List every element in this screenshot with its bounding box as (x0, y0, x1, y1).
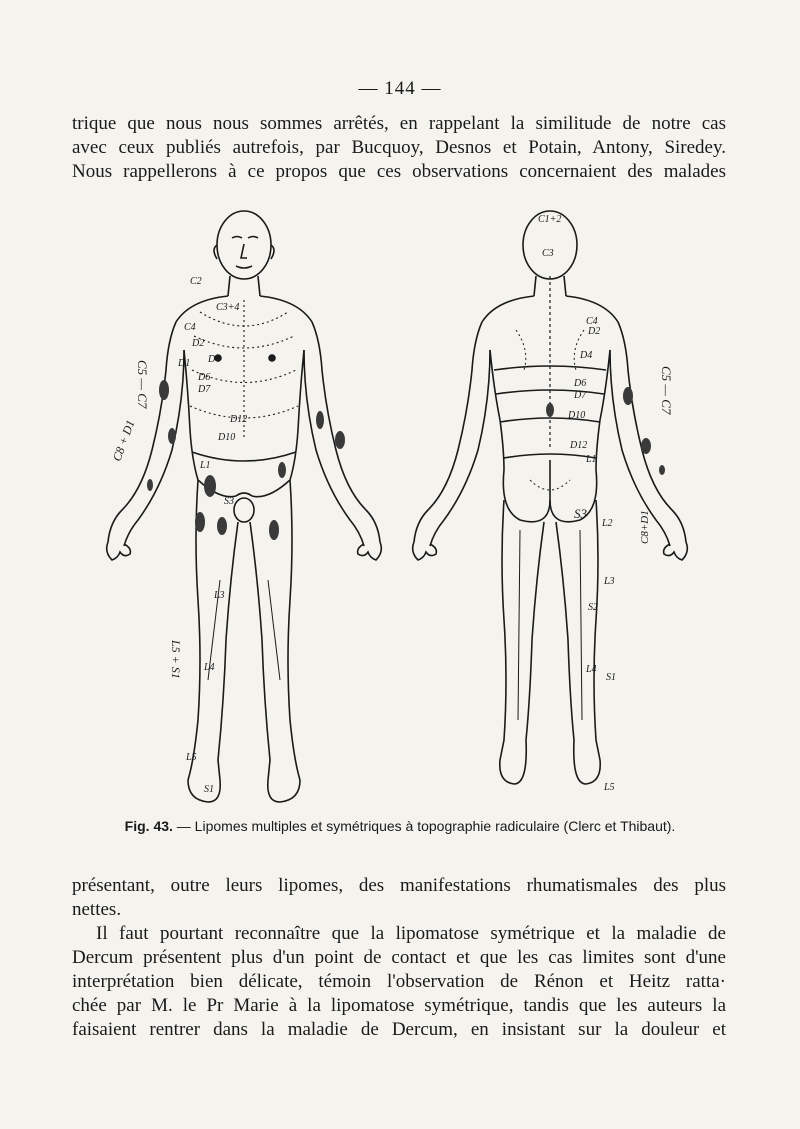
front-label-l5: L5 (186, 752, 197, 763)
back-label-c8d1: C8+D1 (639, 510, 651, 544)
back-label-s3: S3 (574, 506, 587, 521)
figure-caption (0, 818, 800, 834)
front-label-d10: D10 (218, 432, 236, 443)
text-line: faisaient rentrer dans la maladie de Dercum, en insistant sur la douleur et (72, 1019, 726, 1040)
figure-anatomy (80, 200, 720, 810)
back-label-c4: C4 (586, 316, 598, 327)
front-label-c34: C3+4 (216, 302, 240, 313)
front-label-d1: D1 (178, 358, 191, 369)
front-label-d7: D7 (198, 384, 211, 395)
back-label-c12: C1+2 (538, 214, 562, 225)
back-label-s1: S1 (606, 672, 616, 683)
text-line: trique que nous nous sommes arrêtés, en rappelant la similitude de notre cas (72, 113, 726, 134)
back-label-l3: L3 (604, 576, 615, 587)
front-label-c8d1: C8 + D1 (109, 418, 138, 464)
figure-caption-text: — Lipomes multiples et symétriques à topographie radiculaire (Clerc et Thibaut). (176, 818, 676, 834)
front-label-d2: D2 (192, 338, 205, 349)
text-line: interprétation bien délicate, témoin l'observation de Rénon et Heitz ratta· (72, 971, 726, 992)
back-label-d2: D2 (588, 326, 601, 337)
back-label-d12: D12 (570, 440, 588, 451)
front-label-l5s1: L5 + S1 (169, 640, 183, 679)
text-line: nettes. (72, 899, 122, 920)
front-label-d12: D12 (230, 414, 248, 425)
front-label-c4: C4 (184, 322, 196, 333)
bottom-paragraph-2 (72, 922, 726, 1042)
back-label-d7: D7 (574, 390, 587, 401)
anatomy-illustration (80, 200, 720, 810)
back-label-l1: L1 (586, 454, 597, 465)
front-label-l4: L4 (204, 662, 215, 673)
text-line: Il faut pourtant reconnaître que la lipomatose symétrique et la maladie de (96, 923, 726, 944)
front-label-c2: C2 (190, 276, 202, 287)
front-label-s3: S3 (224, 496, 234, 507)
text-line: Nous rappellerons à ce propos que ces observations concernaient des malades (72, 161, 726, 182)
front-label-s1: S1 (204, 784, 214, 795)
page-number: — 144 — (358, 78, 442, 99)
back-label-l5: L5 (604, 782, 615, 793)
front-label-d4: D4 (208, 354, 221, 365)
front-label-c5c7: C5 — C7 (135, 360, 150, 409)
back-label-d4: D4 (580, 350, 593, 361)
back-label-l4: L4 (586, 664, 597, 675)
back-label-c5c7: C5 — C7 (659, 366, 674, 415)
front-label-l1: L1 (200, 460, 211, 471)
front-label-l3: L3 (214, 590, 225, 601)
text-line: présentant, outre leurs lipomes, des manifestations rhumatismales des plus (72, 875, 726, 896)
text-line: Dercum présentent plus d'un point de contact et que les cas limites sont d'une (72, 947, 726, 968)
text-line: chée par M. le Pr Marie à la lipomatose symétrique, tandis que les auteurs la (72, 995, 726, 1016)
back-label-c3: C3 (542, 248, 554, 259)
back-label-l2: L2 (602, 518, 613, 529)
top-paragraph (72, 112, 726, 184)
back-label-d6: D6 (574, 378, 587, 389)
bottom-paragraph (72, 874, 726, 922)
front-label-d6: D6 (198, 372, 211, 383)
back-label-s2: S2 (588, 602, 598, 613)
text-line: avec ceux publiés autrefois, par Bucquoy, Desnos et Potain, Antony, Siredey. (72, 137, 726, 158)
back-label-d10: D10 (568, 410, 586, 421)
front-figure (107, 211, 382, 802)
back-figure (413, 211, 688, 793)
figure-caption-label: Fig. 43. (124, 818, 173, 834)
